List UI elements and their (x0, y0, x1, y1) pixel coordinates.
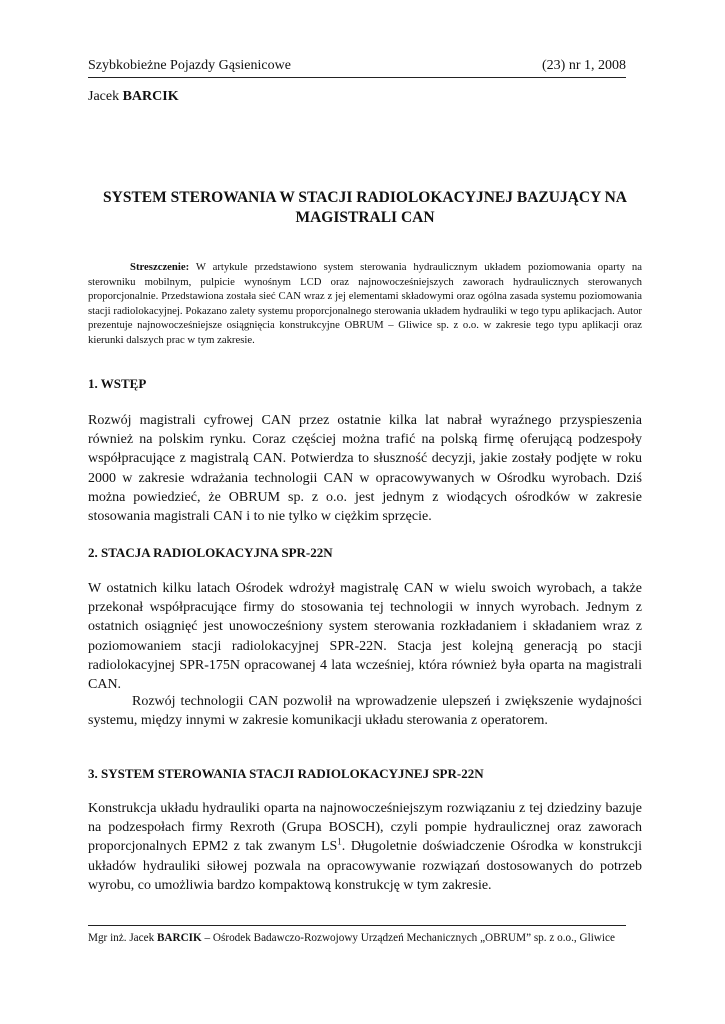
footnote-author-surname: BARCIK (156, 932, 202, 944)
author-footnote (88, 931, 628, 946)
running-header (88, 57, 626, 75)
header-rule (88, 77, 626, 78)
footnote-affiliation: – Ośrodek Badawczo-Rozwojowy Urządzeń Mechanicznych „OBRUM” sp. z o.o., Gliwice (201, 932, 615, 944)
section-heading-intro: 1. WSTĘP (88, 376, 147, 391)
paper-title: SYSTEM STEROWANIA W STACJI RADIOLOKACYJNEJ BAZUJĄCY NA MAGISTRALI CAN (103, 189, 627, 226)
section-heading-control-system: 3. SYSTEM STEROWANIA STACJI RADIOLOKACYJNEJ SPR-22N (88, 766, 484, 781)
abstract-text: W artykule przedstawiono system sterowania hydraulicznym układem poziomowania oparty na sterowniku mobilnym, pulpicie wynośnym LCD oraz najnowocześniejszych zaworach hydraulicznych sterowanych proporcjonalnie. Przedstawiona została sieć CAN wraz z jej elementami składowymi oraz ogólna zasada systemu poziomowania stacji radiolokacyjnej. Pokazano zalety systemu proporcjonalnego sterowania układem hydrauliki w tego typu aplikacjach. Autor prezentuje najnowocześniejsze osiągnięcia konstrukcyjne OBRUM – Gliwice sp. z o.o. w zakresie tego typu aplikacji oraz kierunki dalszych prac w tym zakresie. (88, 261, 642, 346)
control-system-text-part-1: Konstrukcja układu hydrauliki oparta na najnowocześniejszym rozwiązaniu z tej dziedziny bazuje na podzespołach firmy Rexroth (Grupa BOSCH), czyli pompie hydraulicznej oraz zaworach proporcjonalnych EPM2 z tak zwanym LS (88, 801, 642, 855)
section-heading-station: 2. STACJA RADIOLOKACYJNA SPR-22N (88, 545, 333, 560)
footnote-author-name: Mgr inż. Jacek (88, 932, 157, 944)
section-control-system-paragraph (88, 799, 642, 895)
abstract-label: Streszczenie: (130, 261, 190, 273)
journal-name: Szybkobieżne Pojazdy Gąsienicowe (88, 58, 291, 73)
control-system-text-part-2: . Długoletnie doświadczenie Ośrodka w konstrukcji układów hydrauliki siłowej pozwala na opracowywanie rozwiązań dostosowanych do potrzeb wyrobu, co umożliwia bardzo kompaktową konstrukcję w tym zakresie. (88, 839, 642, 893)
section-station-paragraph-2: Rozwój technologii CAN pozwolił na wprowadzenie ulepszeń i zwiększenie wydajności systemu, między innymi w zakresie komunikacji układu sterowania z operatorem. (88, 694, 642, 729)
section-intro-paragraph: Rozwój magistrali cyfrowej CAN przez ostatnie kilka lat nabrał wyraźnego przyspieszenia również na polskim rynku. Coraz częściej można trafić na polską firmę oferującą podzespoły współpracujące z magistralą CAN. Potwierdza to słuszność decyzji, jakie zostały podjęte w roku 2000 w zakresie wdrażania technologii CAN w opracowywanych w Ośrodku wyrobach. Dziś można powiedzieć, że OBRUM sp. z o.o. jest jednym z wiodących ośrodków w zakresie stosowania magistrali CAN i to nie tylko w ciężkim sprzęcie. (88, 413, 642, 525)
author-first-name: Jacek (88, 89, 123, 104)
author-line (88, 88, 179, 106)
section-station-paragraph-1: W ostatnich kilku latach Ośrodek wdrożył magistralę CAN w wielu swoich wyrobach, a także przekonał współpracujące firmy do stosowania tej technologii w innych wyrobach. Jednym z ostatnich osiągnięć jest unowocześniony system sterowania rozkładaniem i składaniem wraz z poziomowaniem stacji radiolokacyjnej SPR-22N. Stacja jest kolejną generacją po stacji radiolokacyjnej SPR-175N opracowanej 4 lata wcześniej, która również była oparta na magistrali CAN. (88, 581, 642, 693)
issue-number: (23) nr 1, 2008 (542, 58, 626, 73)
footnote-marker: 1 (337, 836, 342, 847)
author-surname: BARCIK (122, 89, 179, 104)
footnote-rule (88, 925, 626, 926)
abstract (88, 260, 642, 347)
